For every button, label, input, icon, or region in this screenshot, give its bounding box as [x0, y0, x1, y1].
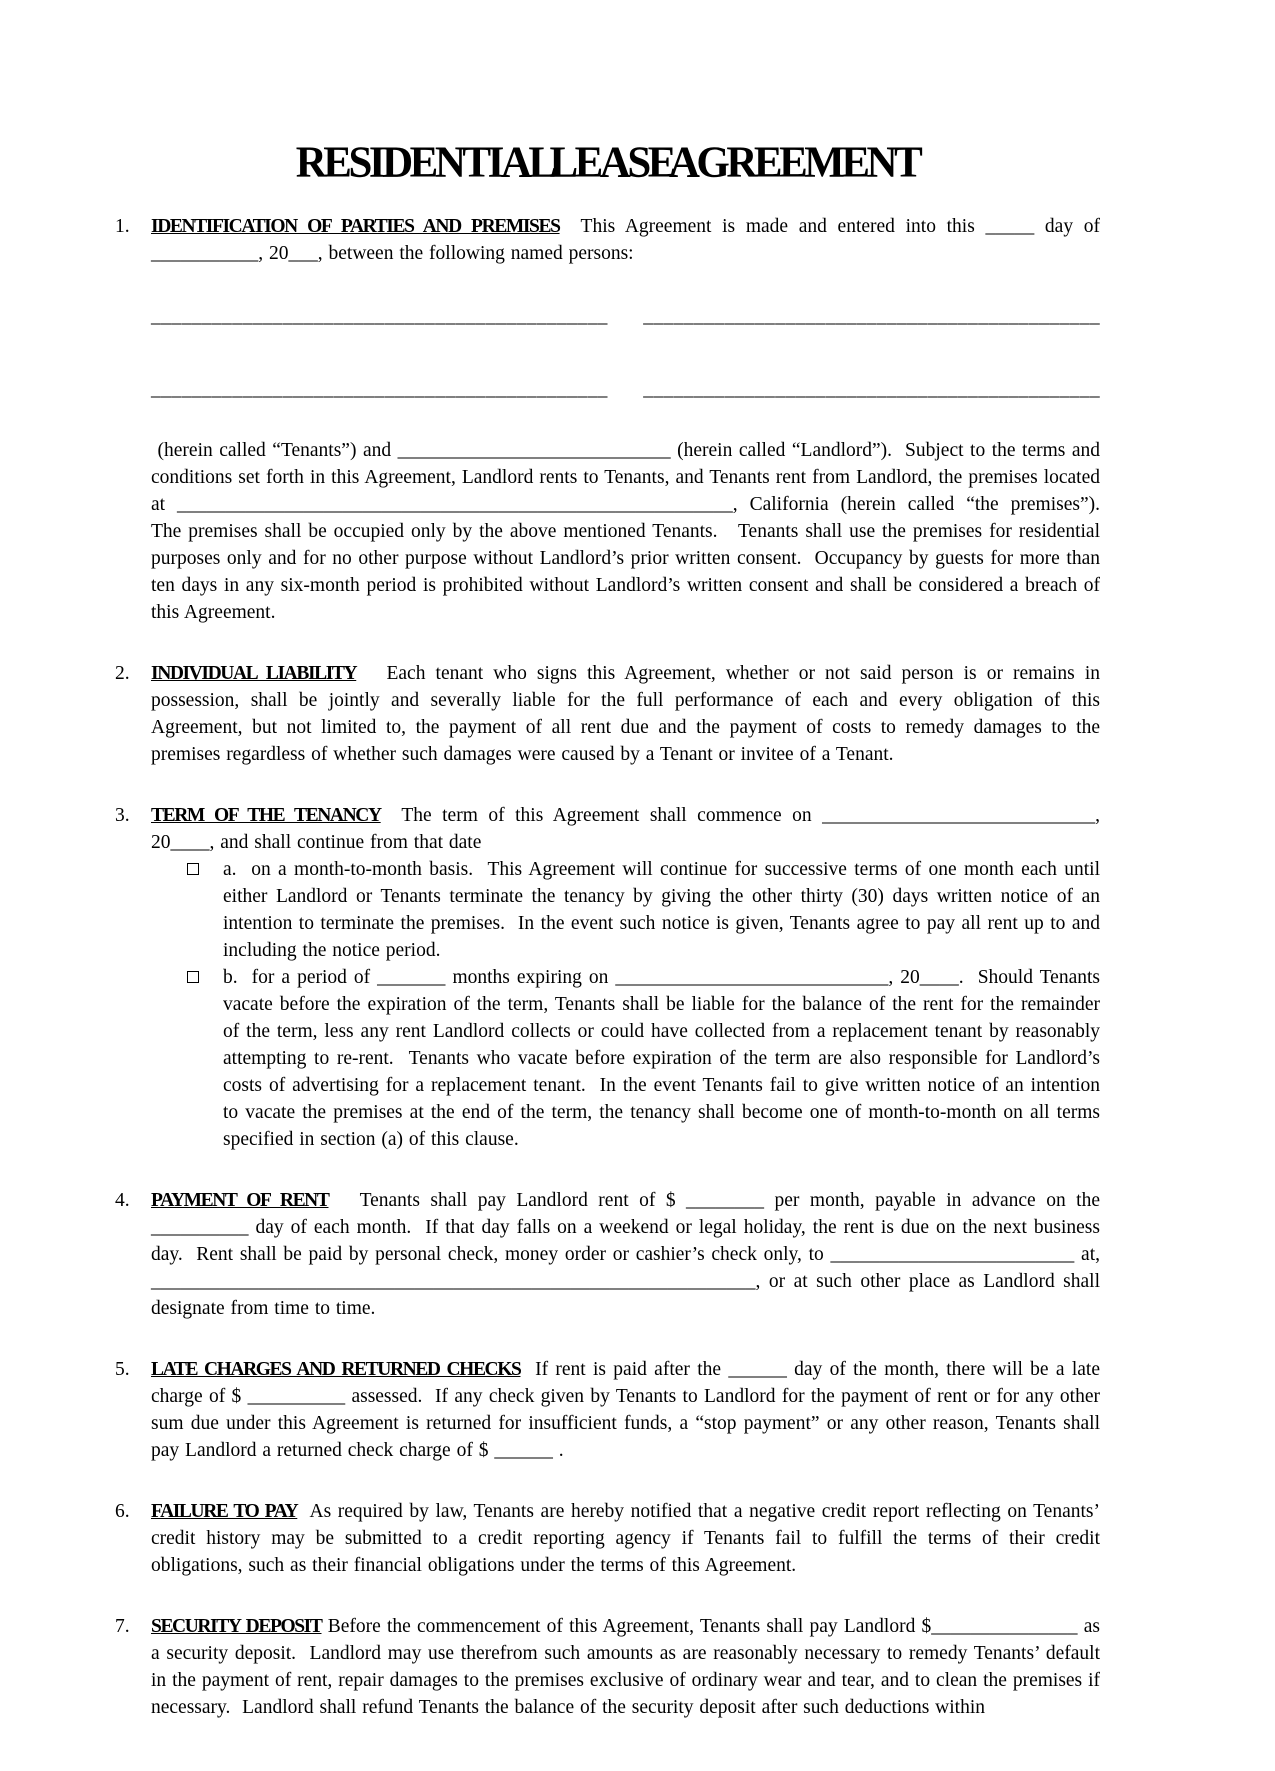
tenant-name-blank-row-2 [151, 376, 1100, 403]
section-late-charges [115, 1356, 1106, 1464]
section-number: 2. [115, 663, 130, 684]
section-text: Tenants shall pay Landlord rent of $ ________ per month, payable in advance on the __________ day of each month. If that day falls on a weekend or legal holiday, the rent is due on the next business day. Rent shall be paid by personal check, money order or cashier’s check only, to _________________________ at, ______________________________________________________________, or at such other place as Landlord shall designate from time to time. [151, 1190, 1106, 1319]
section-heading: SECURITY DEPOSIT [151, 1616, 322, 1637]
name-blank-line: _____________________________________________ [151, 379, 608, 400]
section-heading: FAILURE TO PAY [151, 1501, 298, 1522]
section-text: Each tenant who signs this Agreement, whether or not said person is or remains in possession, shall be jointly and severally liable for the full performance of each and every obligation of this Agreement, but not limited to, the payment of all rent due and the payment of costs to remedy damages to the premises regardless of whether such damages were caused by a Tenant or invitee of a Tenant. [151, 663, 1106, 765]
section-body [151, 802, 1106, 1153]
checkbox-icon [187, 863, 199, 875]
name-blank-line: _____________________________________________ [643, 379, 1100, 400]
section-paragraph [151, 1356, 1106, 1464]
section-body [151, 213, 1112, 626]
section-individual-liability [115, 660, 1106, 768]
section-body [151, 1187, 1106, 1322]
section-security-deposit [115, 1613, 1106, 1721]
section-body [151, 660, 1106, 768]
section-number: 7. [115, 1616, 130, 1637]
section-heading: IDENTIFICATION OF PARTIES AND PREMISES [151, 216, 560, 237]
section-term-of-tenancy [115, 802, 1106, 1153]
section-heading: INDIVIDUAL LIABILITY [151, 663, 357, 684]
section-intro-text: The term of this Agreement shall commence on ____________________________, 20____, and shall continue from that date [151, 805, 1106, 853]
section-number: 5. [115, 1359, 130, 1380]
section-payment-of-rent [115, 1187, 1106, 1322]
section-paragraph [151, 1613, 1106, 1721]
name-blank-line: _____________________________________________ [643, 306, 1100, 327]
document-title: RESIDENTIAL LEASE AGREEMENT [295, 138, 920, 187]
checkbox-icon [187, 971, 199, 983]
section-text: Before the commencement of this Agreement, Tenants shall pay Landlord $_______________ as a security deposit. Landlord may use therefrom such amounts as are reasonably necessary to remedy Tenants’ default in the payment of rent, repair damages to the premises exclusive of ordinary wear and tear, and to clean the premises if necessary. Landlord shall refund Tenants the balance of the security deposit after such deductions within [151, 1616, 1106, 1718]
section-paragraph [151, 1498, 1106, 1579]
clause-option-fixed-term [187, 964, 1106, 1153]
section-paragraph [151, 1187, 1106, 1322]
section-paragraph [151, 660, 1106, 768]
section-heading: PAYMENT OF RENT [151, 1190, 329, 1211]
section-text: As required by law, Tenants are hereby notified that a negative credit report reflecting on Tenants’ credit history may be submitted to a credit reporting agency if Tenants fail to fulfill the terms of their credit obligations, such as their financial obligations under the terms of this Agreement. [151, 1501, 1106, 1576]
section-number: 1. [115, 216, 130, 237]
clause-text: b. for a period of _______ months expiring on ____________________________, 20____. Should Tenants vacate before the expiration of the term, Tenants shall be liable for the balance of the rent for the remainder of the term, less any rent Landlord collects or could have collected from a replacement tenant by reasonably attempting to re-rent. Tenants who vacate before expiration of the term are also responsible for Landlord’s costs of advertising for a replacement tenant. In the event Tenants fail to give written notice of an intention to vacate the premises at the end of the term, the tenancy shall become one of month-to-month on all terms specified in section (a) of this clause. [223, 967, 1106, 1150]
section-intro-paragraph [151, 802, 1106, 856]
section-body [151, 1613, 1106, 1721]
section-identification-of-parties [115, 213, 1112, 626]
section-number: 3. [115, 805, 130, 826]
name-blank-line: _____________________________________________ [151, 306, 608, 327]
section-text: If rent is paid after the ______ day of the month, there will be a late charge of $ __________ assessed. If any check given by Tenants to Landlord for the payment of rent or for any other sum due under this Agreement is returned for insufficient funds, a “stop payment” or any other reason, Tenants shall pay Landlord a returned check charge of $ ______ . [151, 1359, 1106, 1461]
clause-option-month-to-month [187, 856, 1106, 964]
section-text: (herein called “Tenants”) and ____________________________ (herein called “Landlord”). Subject to the terms and conditions set forth in this Agreement, Landlord rents to Tenants, and Tenants rent from Landlord, the premises located at _________________________________________________________, California (herein called “the premises”). The premises shall be occupied only by the above mentioned Tenants. Tenants shall use the premises for residential purposes only and for no other purpose without Landlord’s prior written consent. Occupancy by guests for more than ten days in any six-month period is prohibited without Landlord’s written consent and shall be considered a breach of this Agreement. [151, 440, 1112, 623]
section-body [151, 1356, 1106, 1464]
clause-text: a. on a month-to-month basis. This Agreement will continue for successive terms of one month each until either Landlord or Tenants terminate the tenancy by giving the other thirty (30) days written notice of an intention to terminate the premises. In the event such notice is given, Tenants agree to pay all rent up to and including the notice period. [223, 859, 1106, 961]
section-number: 6. [115, 1501, 130, 1522]
section-intro-text: This Agreement is made and entered into this _____ day of ___________, 20___, between the following named persons: [151, 216, 1106, 264]
section-intro-paragraph [151, 213, 1106, 267]
section-body [151, 1498, 1106, 1579]
section-heading: TERM OF THE TENANCY [151, 805, 381, 826]
section-failure-to-pay [115, 1498, 1106, 1579]
tenant-name-blank-row-1 [151, 303, 1100, 330]
section-heading: LATE CHARGES AND RETURNED CHECKS [151, 1359, 521, 1380]
section-number: 4. [115, 1190, 130, 1211]
